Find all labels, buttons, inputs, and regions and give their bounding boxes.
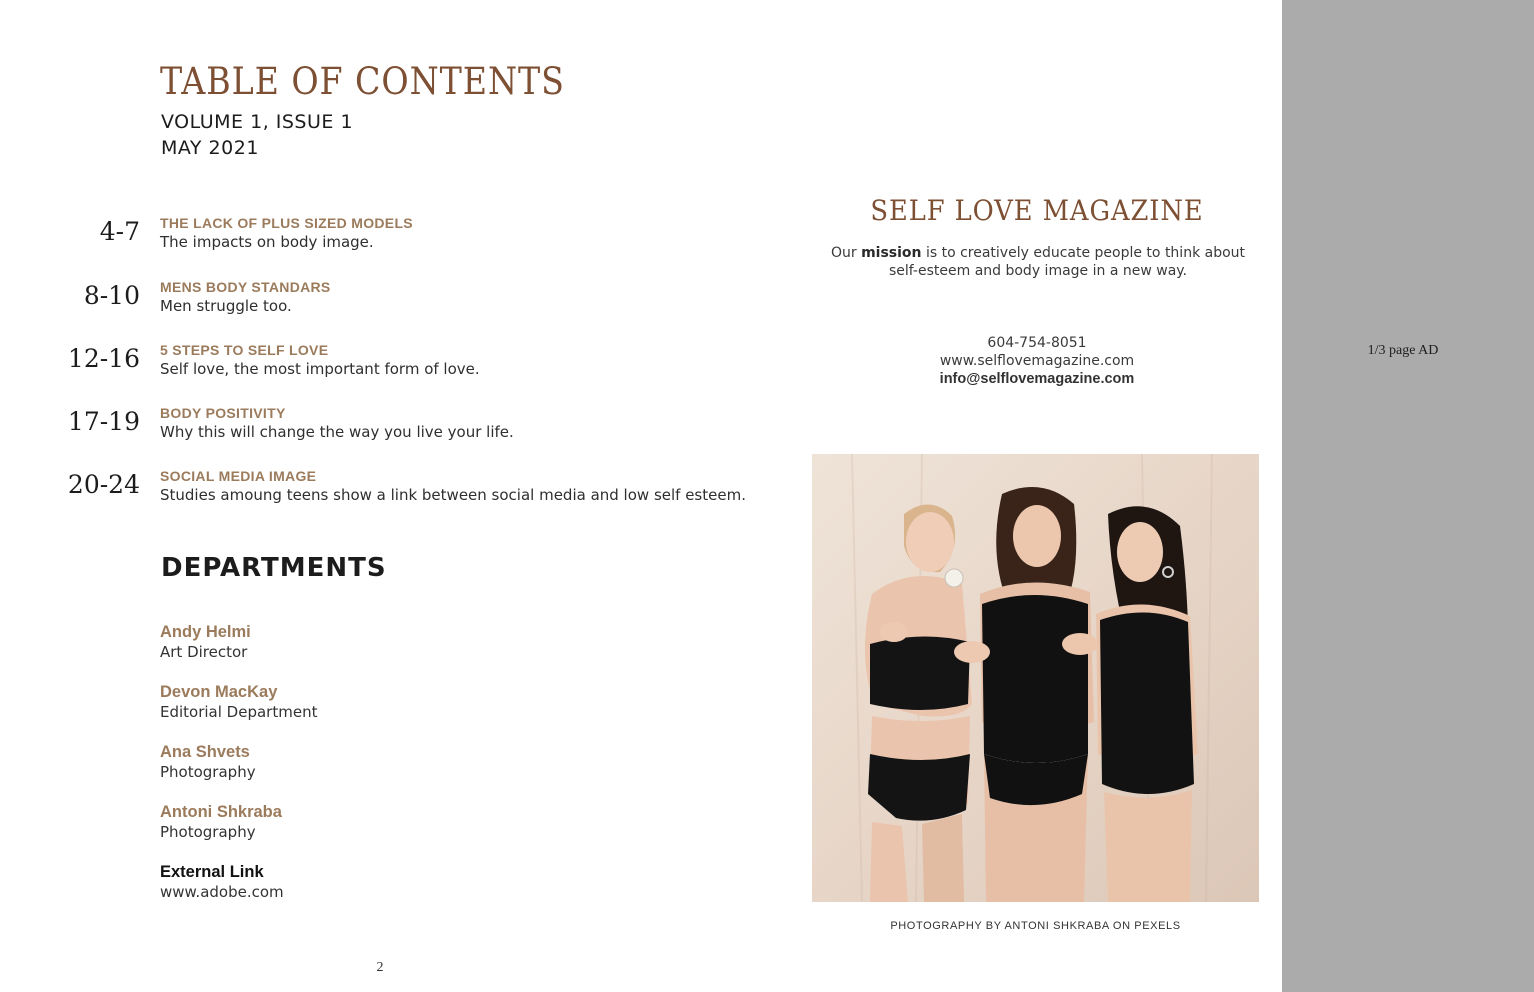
models-photo-illustration [812, 454, 1259, 902]
person-role: Photography [160, 823, 256, 841]
mission-keyword: mission [861, 245, 922, 261]
toc-title: TABLE OF CONTENTS [160, 60, 565, 103]
toc-entry-heading: THE LACK OF PLUS SIZED MODELS [160, 215, 413, 231]
toc-entry[interactable] [0, 342, 780, 392]
toc-entry-subtitle: Why this will change the way you live your life. [160, 423, 514, 441]
magazine-name: SELF LOVE MAGAZINE [870, 194, 1204, 227]
toc-entry[interactable] [0, 405, 780, 455]
department-person [160, 743, 460, 788]
issue-date: MAY 2021 [161, 137, 259, 159]
department-person [160, 683, 460, 728]
toc-entry-pages: 12-16 [67, 344, 140, 373]
toc-entry-pages: 20-24 [67, 470, 140, 499]
department-person [160, 623, 460, 668]
contact-website[interactable]: www.selflovemagazine.com [939, 353, 1135, 369]
ad-label: 1/3 page AD [1367, 343, 1439, 358]
person-role: Editorial Department [160, 703, 318, 721]
photo-credit: PHOTOGRAPHY BY ANTONI SHKRABA ON PEXELS [890, 920, 1181, 932]
person-role: Art Director [160, 643, 248, 661]
toc-entry-heading: 5 STEPS TO SELF LOVE [160, 342, 329, 358]
volume-issue: VOLUME 1, ISSUE 1 [161, 111, 354, 133]
mission-prefix: Our [830, 245, 862, 261]
ad-placeholder[interactable] [1282, 0, 1534, 992]
page-number: 2 [376, 960, 384, 975]
toc-entry-pages: 4-7 [99, 217, 140, 246]
mission-text: is to creatively educate people to think about self-esteem and body image in a new way. [888, 245, 1246, 279]
person-role: Photography [160, 763, 256, 781]
contact-phone: 604-754-8051 [987, 335, 1087, 351]
toc-entry[interactable] [0, 215, 780, 265]
person-name: Devon MacKay [160, 683, 278, 701]
external-link-url[interactable]: www.adobe.com [160, 883, 284, 901]
cover-photo [812, 454, 1259, 902]
toc-entry-heading: MENS BODY STANDARS [160, 279, 331, 295]
toc-entry-pages: 8-10 [83, 281, 140, 310]
mission-statement [822, 244, 1254, 280]
external-link-label: External Link [160, 863, 264, 881]
toc-entry-subtitle: Studies amoung teens show a link between social media and low self esteem. [160, 486, 746, 504]
toc-entry[interactable] [0, 468, 780, 518]
person-name: Antoni Shkraba [160, 803, 282, 821]
department-person [160, 803, 460, 848]
toc-entry-heading: BODY POSITIVITY [160, 405, 286, 421]
toc-entry-heading: SOCIAL MEDIA IMAGE [160, 468, 317, 484]
contact-email[interactable]: info@selflovemagazine.com [939, 371, 1135, 387]
person-name: Ana Shvets [160, 743, 250, 761]
external-link[interactable] [160, 863, 460, 908]
person-name: Andy Helmi [160, 623, 251, 641]
toc-entry-subtitle: The impacts on body image. [160, 233, 374, 251]
toc-entry-subtitle: Men struggle too. [160, 297, 292, 315]
departments-title: DEPARTMENTS [161, 553, 387, 583]
toc-entry[interactable] [0, 279, 780, 329]
toc-entry-pages: 17-19 [67, 407, 140, 436]
toc-entry-subtitle: Self love, the most important form of love. [160, 360, 480, 378]
